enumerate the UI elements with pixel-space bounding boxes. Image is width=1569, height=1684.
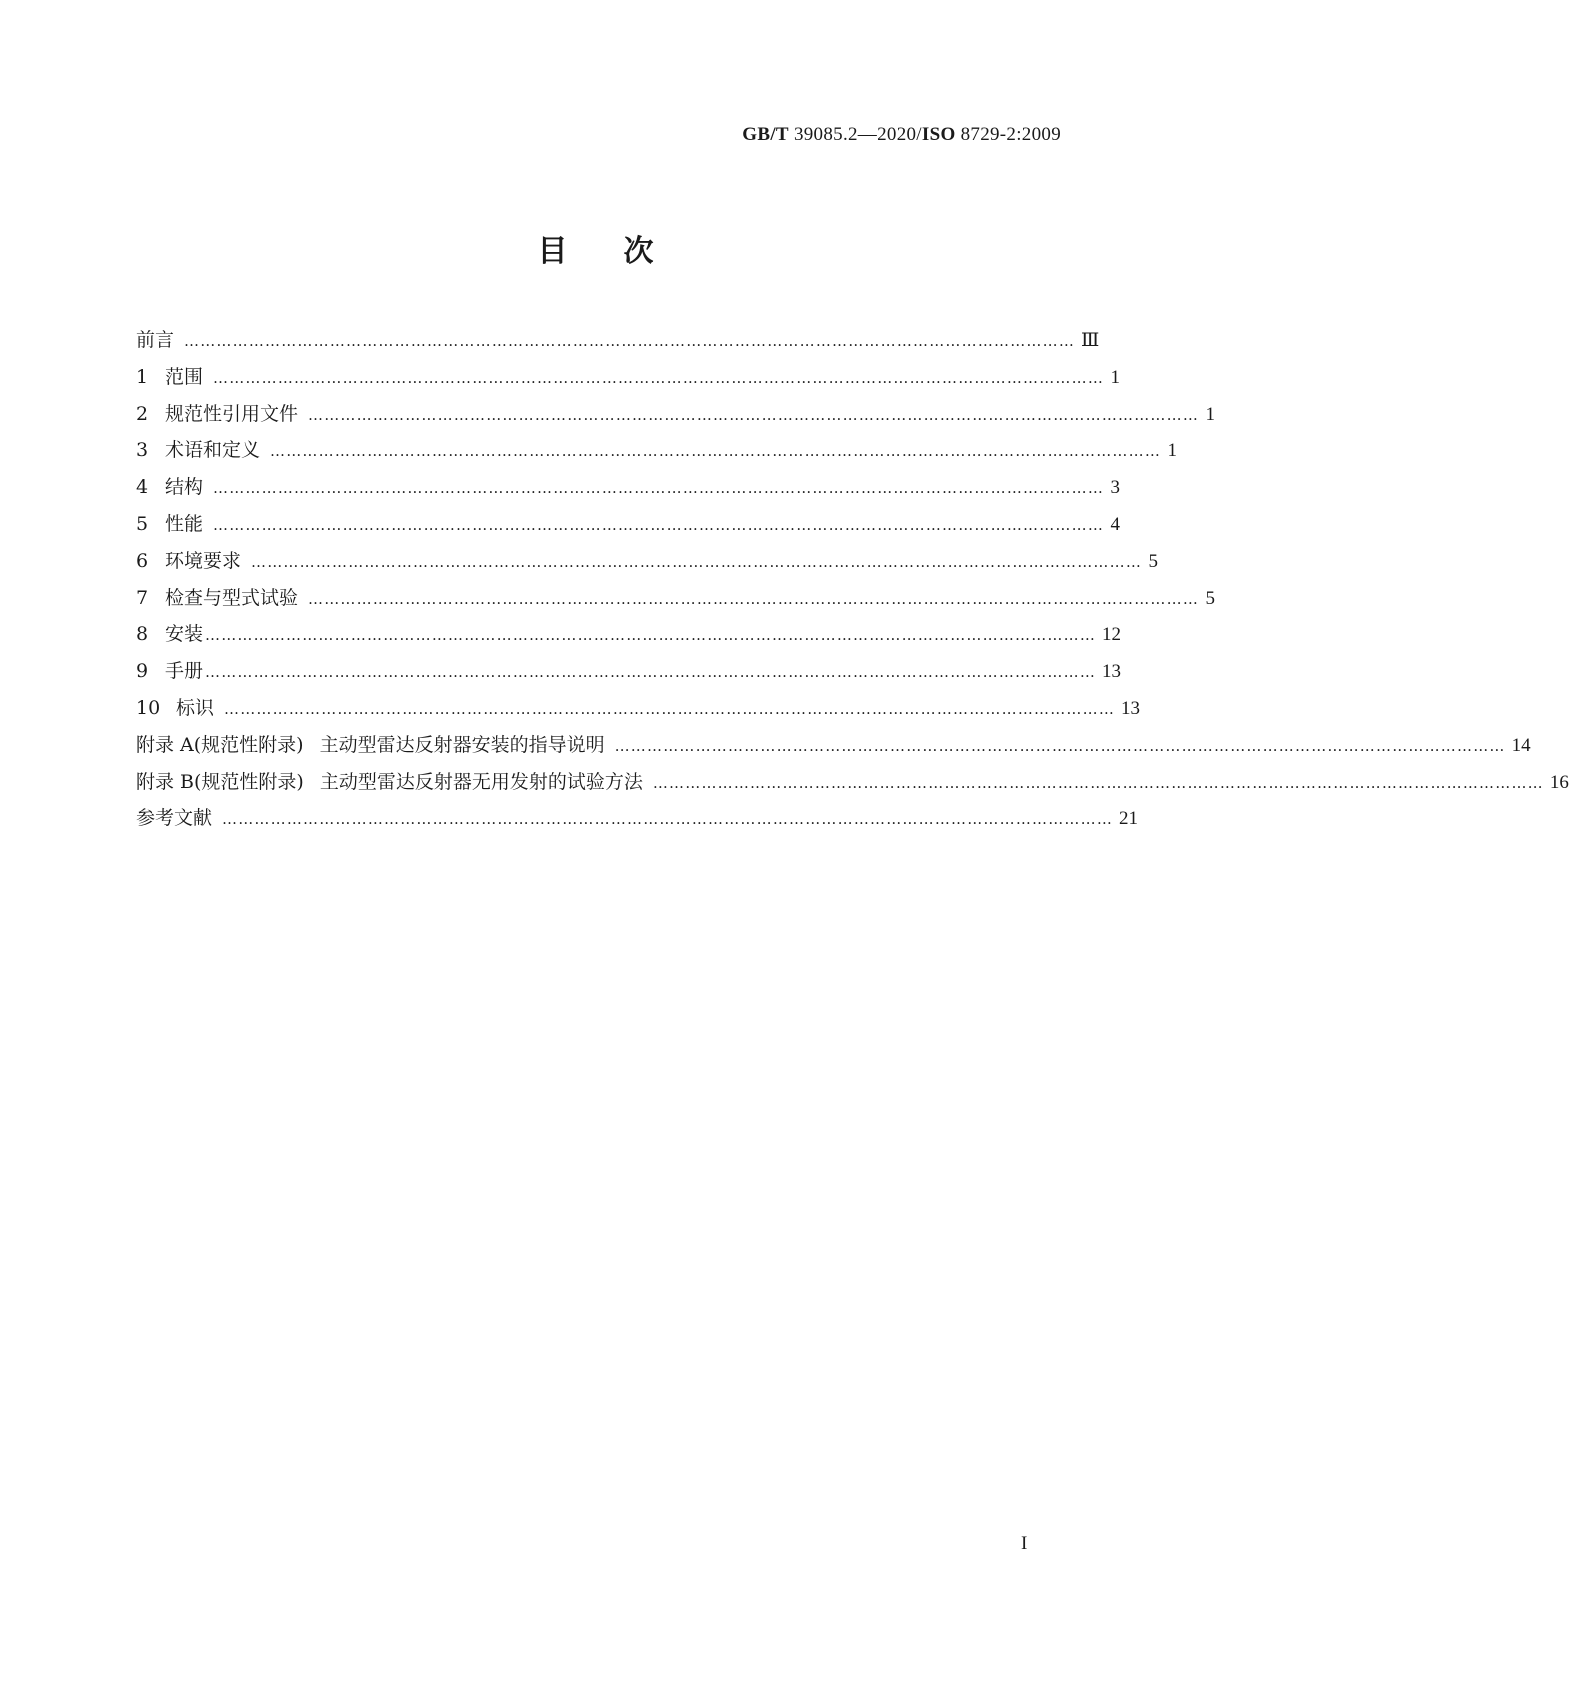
toc-entry-label: 检查与型式试验 xyxy=(165,586,299,609)
toc-entry-6[interactable] xyxy=(136,546,1159,583)
toc-entry-page: 3 xyxy=(1110,477,1121,499)
toc-entry-label xyxy=(136,767,643,794)
toc-entry-2[interactable] xyxy=(136,399,1216,436)
toc-leader-dots: ………………………………………………………………………………………………………………………………………………… xyxy=(205,663,1097,682)
toc-annex-prefix: 附录 A(规范性附录) xyxy=(136,733,304,756)
toc-entry-number: 4 xyxy=(136,476,149,499)
toc-entry-foreword[interactable] xyxy=(136,325,1100,362)
toc-entry-label: 性能 xyxy=(165,512,204,535)
toc-entry-label: 范围 xyxy=(165,365,204,388)
toc-entry-number: 6 xyxy=(136,549,149,572)
toc-entry-label xyxy=(136,730,605,757)
toc-annex-prefix: 附录 B(规范性附录) xyxy=(136,770,304,793)
toc-leader-dots: ………………………………………………………………………………………………………………………………………………… xyxy=(213,368,1105,387)
page-number: I xyxy=(1021,1533,1028,1554)
toc-entry-page: 1 xyxy=(1110,366,1121,388)
toc-entry-page: Ⅲ xyxy=(1081,330,1100,351)
toc-annex-title: 主动型雷达反射器安装的指导说明 xyxy=(319,733,605,756)
toc-title: 目次 xyxy=(537,234,710,269)
toc-annex-title: 主动型雷达反射器无用发射的试验方法 xyxy=(319,770,643,793)
toc-entry-number: 1 xyxy=(136,365,149,388)
toc-entry-page: 14 xyxy=(1511,734,1531,756)
toc-entry-annex-a[interactable] xyxy=(136,730,1531,767)
iso-code: ISO xyxy=(921,124,956,145)
toc-entry-number: 3 xyxy=(136,439,149,462)
toc-entry-label: 前言 xyxy=(136,329,175,351)
toc-entry-page: 16 xyxy=(1549,771,1569,793)
toc-entry-label: 术语和定义 xyxy=(165,439,261,462)
toc-entry-page: 1 xyxy=(1205,403,1216,425)
toc-leader-dots: ………………………………………………………………………………………………………………………………………………… xyxy=(213,515,1105,534)
toc-entry-bibliography[interactable] xyxy=(136,803,1139,840)
toc-entry-annex-b[interactable] xyxy=(136,767,1569,804)
toc-leader-dots: ………………………………………………………………………………………………………………………………………………… xyxy=(614,736,1506,755)
toc-entry-7[interactable] xyxy=(136,583,1216,620)
toc-entry-8[interactable] xyxy=(136,619,1122,656)
toc-leader-dots: ………………………………………………………………………………………………………………………………………………… xyxy=(213,479,1105,498)
toc-leader-dots: ………………………………………………………………………………………………………………………………………………… xyxy=(308,589,1200,608)
toc-entry-number: 5 xyxy=(136,512,149,535)
toc-entry-page: 4 xyxy=(1110,513,1121,535)
toc-entry-number: 8 xyxy=(136,623,149,646)
toc-entry-10[interactable] xyxy=(136,693,1141,730)
toc-entry-1[interactable] xyxy=(136,362,1121,399)
toc-leader-dots: ………………………………………………………………………………………………………………………………………………… xyxy=(205,626,1097,645)
toc-entry-page: 13 xyxy=(1102,661,1122,683)
toc-entry-number: 2 xyxy=(136,402,149,425)
toc-entry-label: 规范性引用文件 xyxy=(165,402,299,425)
iso-number: 8729-2:2009 xyxy=(960,124,1061,145)
toc-entry-4[interactable] xyxy=(136,472,1121,509)
toc-entry-number: 9 xyxy=(136,660,149,683)
toc-leader-dots: ………………………………………………………………………………………………………………………………………………… xyxy=(222,810,1114,829)
toc-entry-page: 21 xyxy=(1119,808,1139,830)
toc-entry-3[interactable] xyxy=(136,435,1178,472)
toc-entry-label: 标识 xyxy=(176,696,215,719)
toc-leader-dots: ………………………………………………………………………………………………………………………………………………… xyxy=(184,332,1076,350)
toc-leader-dots: ………………………………………………………………………………………………………………………………………………… xyxy=(652,773,1544,792)
toc-leader-dots: ………………………………………………………………………………………………………………………………………………… xyxy=(251,552,1143,571)
toc-entry-number: 10 xyxy=(136,696,161,719)
standard-code: GB/T xyxy=(742,124,789,145)
toc-entry-label: 环境要求 xyxy=(165,549,242,572)
toc-entry-page: 12 xyxy=(1102,624,1122,646)
table-of-contents xyxy=(136,325,1569,840)
toc-leader-dots: ………………………………………………………………………………………………………………………………………………… xyxy=(224,699,1116,718)
toc-leader-dots: ………………………………………………………………………………………………………………………………………………… xyxy=(270,442,1162,461)
toc-entry-label: 手册 xyxy=(165,660,204,683)
toc-entry-label: 参考文献 xyxy=(136,807,213,830)
toc-entry-9[interactable] xyxy=(136,656,1122,693)
toc-entry-page: 5 xyxy=(1205,587,1216,609)
standard-number: 39085.2—2020/ xyxy=(793,124,922,145)
toc-entry-label: 结构 xyxy=(165,476,204,499)
standard-identifier xyxy=(742,124,1061,146)
toc-leader-dots: ………………………………………………………………………………………………………………………………………………… xyxy=(308,405,1200,424)
toc-entry-number: 7 xyxy=(136,586,149,609)
toc-entry-page: 1 xyxy=(1167,440,1178,462)
toc-entry-page: 13 xyxy=(1121,697,1141,719)
toc-entry-5[interactable] xyxy=(136,509,1121,546)
toc-entry-label: 安装 xyxy=(165,623,204,646)
toc-entry-page: 5 xyxy=(1148,550,1159,572)
